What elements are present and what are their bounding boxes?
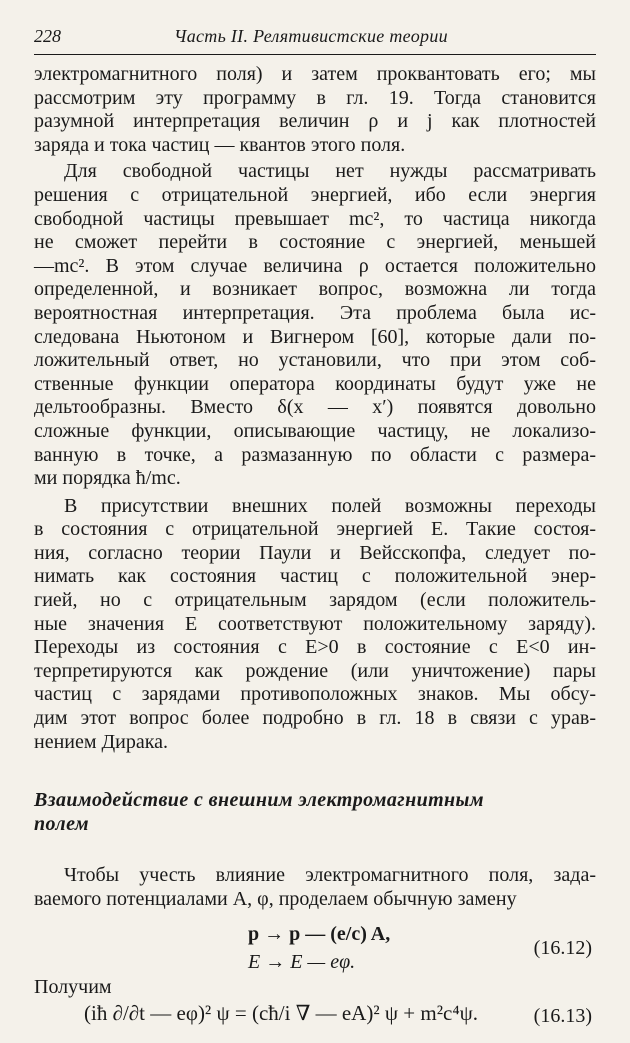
- text-line: частиц с зарядами противоположных знаков. Мы обсу-: [34, 683, 596, 706]
- text-line: дельтообразны. Вместо δ(x — x′) появятся довольно: [34, 396, 596, 419]
- page-number: 228: [34, 26, 61, 46]
- running-head: [34, 26, 596, 52]
- text-line: нимать как состояния частиц с положительной энер-: [34, 565, 596, 588]
- paragraph-2: [34, 160, 596, 490]
- text-line: рассмотрим эту программу в гл. 19. Тогда становится: [34, 86, 596, 109]
- header-rule: [34, 54, 596, 55]
- text-poluchim: Получим: [34, 976, 112, 999]
- text-line: разумной интерпретация величин ρ и j как плотностей: [34, 110, 596, 133]
- text-line: ные значения E соответствуют положительному заряду).: [34, 612, 596, 635]
- text-line: определенной, и возникает вопрос, возможна ли тогда: [34, 278, 596, 301]
- text-line: вероятностная интерпретация. Эта проблема была ис-: [34, 301, 596, 324]
- text-line: ванную в точке, а размазанную по области с размера-: [34, 443, 596, 466]
- equation-number: (16.12): [533, 937, 592, 960]
- text-line: решения с отрицательной энергией, ибо если энергия: [34, 183, 596, 206]
- text-line: ми порядка ħ/mc.: [34, 467, 181, 490]
- text-line: не сможет перейти в состояние с энергией, меньшей: [34, 231, 596, 254]
- running-title: Часть II. Релятивистские теории: [174, 26, 448, 46]
- equation-16-13: [34, 999, 596, 1043]
- section-heading-line: Взаимодействие с внешним электромагнитным: [34, 789, 484, 812]
- paragraph-4: [34, 864, 596, 911]
- text-line: ния, согласно теории Паули и Вейсскопфа, следует по-: [34, 541, 596, 564]
- text-line: следована Ньютоном и Вигнером [60], которые дали по-: [34, 325, 596, 348]
- book-page: [34, 26, 596, 1043]
- equation-line: p → p — (e/c) A,: [248, 923, 391, 946]
- text-line: сложные функции, описывающие частицу, не локализо-: [34, 419, 596, 442]
- section-heading-line: полем: [34, 813, 89, 836]
- text-line: гией, но с отрицательным зарядом (если положитель-: [34, 589, 596, 612]
- text-line: ственные функции оператора координаты будут уже не: [34, 372, 596, 395]
- equation-line: E → E — eφ.: [248, 951, 356, 974]
- text-line: —mc². В этом случае величина ρ остается положительно: [34, 254, 596, 277]
- text-line: свободной частицы превышает mc², то частица никогда: [34, 207, 596, 230]
- equation-number: (16.13): [533, 1005, 592, 1028]
- text-line: нением Дирака.: [34, 730, 169, 753]
- equation-16-12: [34, 917, 596, 975]
- paragraph-3: [34, 495, 596, 755]
- paragraph-1: [34, 63, 596, 157]
- section-heading: [34, 788, 596, 836]
- text-line: Переходы из состояния с E>0 в состояние с E<0 ин-: [34, 636, 596, 659]
- text-line: в состояния с отрицательной энергией E. Такие состоя-: [34, 518, 596, 541]
- text-line: Чтобы учесть влияние электромагнитного поля, зада-: [64, 864, 596, 887]
- text-line: Для свободной частицы нет нужды рассматривать: [64, 160, 596, 183]
- equation-line: (iħ ∂/∂t — eφ)² ψ = (cħ/i ∇ — eA)² ψ + m²c⁴ψ.: [84, 1001, 479, 1026]
- text-line: заряда и тока частиц — квантов этого поля.: [34, 133, 406, 156]
- text-line: дим этот вопрос более подробно в гл. 18 в связи с урав-: [34, 707, 596, 730]
- text-line: электромагнитного поля) и затем проквантовать его; мы: [34, 63, 596, 85]
- text-line: ложительный ответ, но установили, что при этом соб-: [34, 349, 596, 372]
- text-line: В присутствии внешних полей возможны переходы: [64, 494, 596, 517]
- text-line: терпретируются как рождение (или уничтожение) пары: [34, 659, 596, 682]
- text-line: ваемого потенциалами A, φ, проделаем обычную замену: [34, 887, 517, 910]
